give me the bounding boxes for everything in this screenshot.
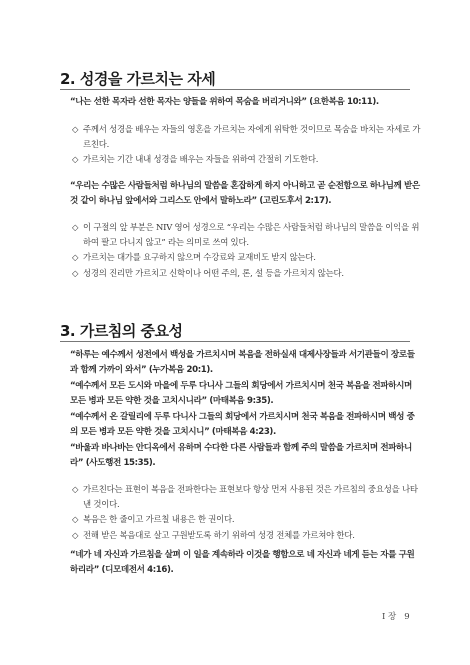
scripture-quote: “하루는 예수께서 성전에서 백성을 가르치시며 복음을 전하실새 대제사장들과 서기관들이 장로들과 함께 가까이 와서” (누가복음 20:1). xyxy=(70,350,415,376)
scripture-quote: “바울과 바나바는 안디옥에서 유하며 수다한 다른 사람들과 함께 주의 말씀을 가르치며 전파하니라” (사도행전 15:35). xyxy=(70,443,412,469)
bullet-list xyxy=(72,122,424,168)
list-item: ◇ 성경의 진리만 가르치고 신학이나 어떤 주의, 론, 설 등을 가르치지 않는다. xyxy=(72,266,424,281)
section-heading-3: 3. 가르침의 중요성 xyxy=(60,322,183,340)
page-footer xyxy=(382,610,410,622)
section-heading-2: 2. 성경을 가르치는 자세 xyxy=(60,70,216,88)
diamond-bullet-icon: ◇ xyxy=(72,529,79,540)
diamond-bullet-icon: ◇ xyxy=(72,267,79,278)
page-number: 9 xyxy=(404,612,410,622)
list-item: ◇ 가르치는 기간 내내 성경을 배우는 자들을 위하여 간절히 기도한다. xyxy=(72,152,424,167)
bullet-list xyxy=(72,482,424,543)
diamond-bullet-icon: ◇ xyxy=(72,124,79,134)
heading-underline xyxy=(60,89,410,90)
list-item: ◇ 주께서 성경을 배우는 자들의 영혼을 가르치는 자에게 위탁한 것이므로 목숨을 바치는 자세로 가르친다. xyxy=(72,124,421,150)
scripture-quote: “예수께서 온 갈릴리에 두루 다니사 그들의 회당에서 가르치시며 천국 복음을 전파하시며 백성 중의 모든 병과 모든 약한 것을 고치시니” (마태복음 4:23). xyxy=(70,412,415,438)
chapter-label: I 장 xyxy=(382,612,397,622)
list-item: ◇ 복음은 한 줄이고 가르칠 내용은 한 권이다. xyxy=(72,512,424,527)
diamond-bullet-icon: ◇ xyxy=(72,222,79,232)
heading-underline xyxy=(60,341,410,342)
diamond-bullet-icon: ◇ xyxy=(72,484,79,494)
scripture-quote: “예수께서 모든 도시와 마을에 두루 다니사 그들의 회당에서 가르치시며 천국 복음을 전파하시며 모든 병과 모든 약한 것을 고치시니라” (마태복음 9:35). xyxy=(70,381,412,407)
list-item: ◇ 이 구절의 앞 부분은 NIV 영어 성경으로 “우리는 수많은 사람들처럼 하나님의 말씀을 이익을 위하여 팔고 다니지 않고” 라는 의미로 쓰여 있다. xyxy=(72,222,420,248)
diamond-bullet-icon: ◇ xyxy=(72,154,79,165)
list-item: ◇ 전해 받은 복음대로 살고 구원받도록 하기 위하여 성경 전체를 가르쳐야 한다. xyxy=(72,528,424,543)
list-item: ◇ 가르친다는 표현이 복음을 전파한다는 표현보다 항상 먼저 사용된 것은 가르침의 중요성을 나타낸 것이다. xyxy=(72,484,418,510)
scripture-quote: “네가 네 자신과 가르침을 살펴 이 일을 계속하라 이것을 행함으로 네 자신과 네게 듣는 자를 구원하리라” (디모데전서 4:16). xyxy=(70,550,415,576)
scripture-quote: “나는 선한 목자라 선한 목자는 양들을 위하여 목숨을 버리거니와” (요한복음 10:11). xyxy=(70,97,379,107)
bullet-list xyxy=(72,220,424,281)
list-item: ◇ 가르치는 대가를 요구하지 않으며 수강료와 교재비도 받지 않는다. xyxy=(72,250,424,265)
diamond-bullet-icon: ◇ xyxy=(72,514,79,525)
diamond-bullet-icon: ◇ xyxy=(72,252,79,263)
scripture-quote: “우리는 수많은 사람들처럼 하나님의 말씀을 혼잡하게 하지 아니하고 곧 순전함으로 하나님께 받은 것 같이 하나님 앞에서와 그리스도 안에서 말하노라” (고린도후서 2:17). xyxy=(70,181,420,207)
